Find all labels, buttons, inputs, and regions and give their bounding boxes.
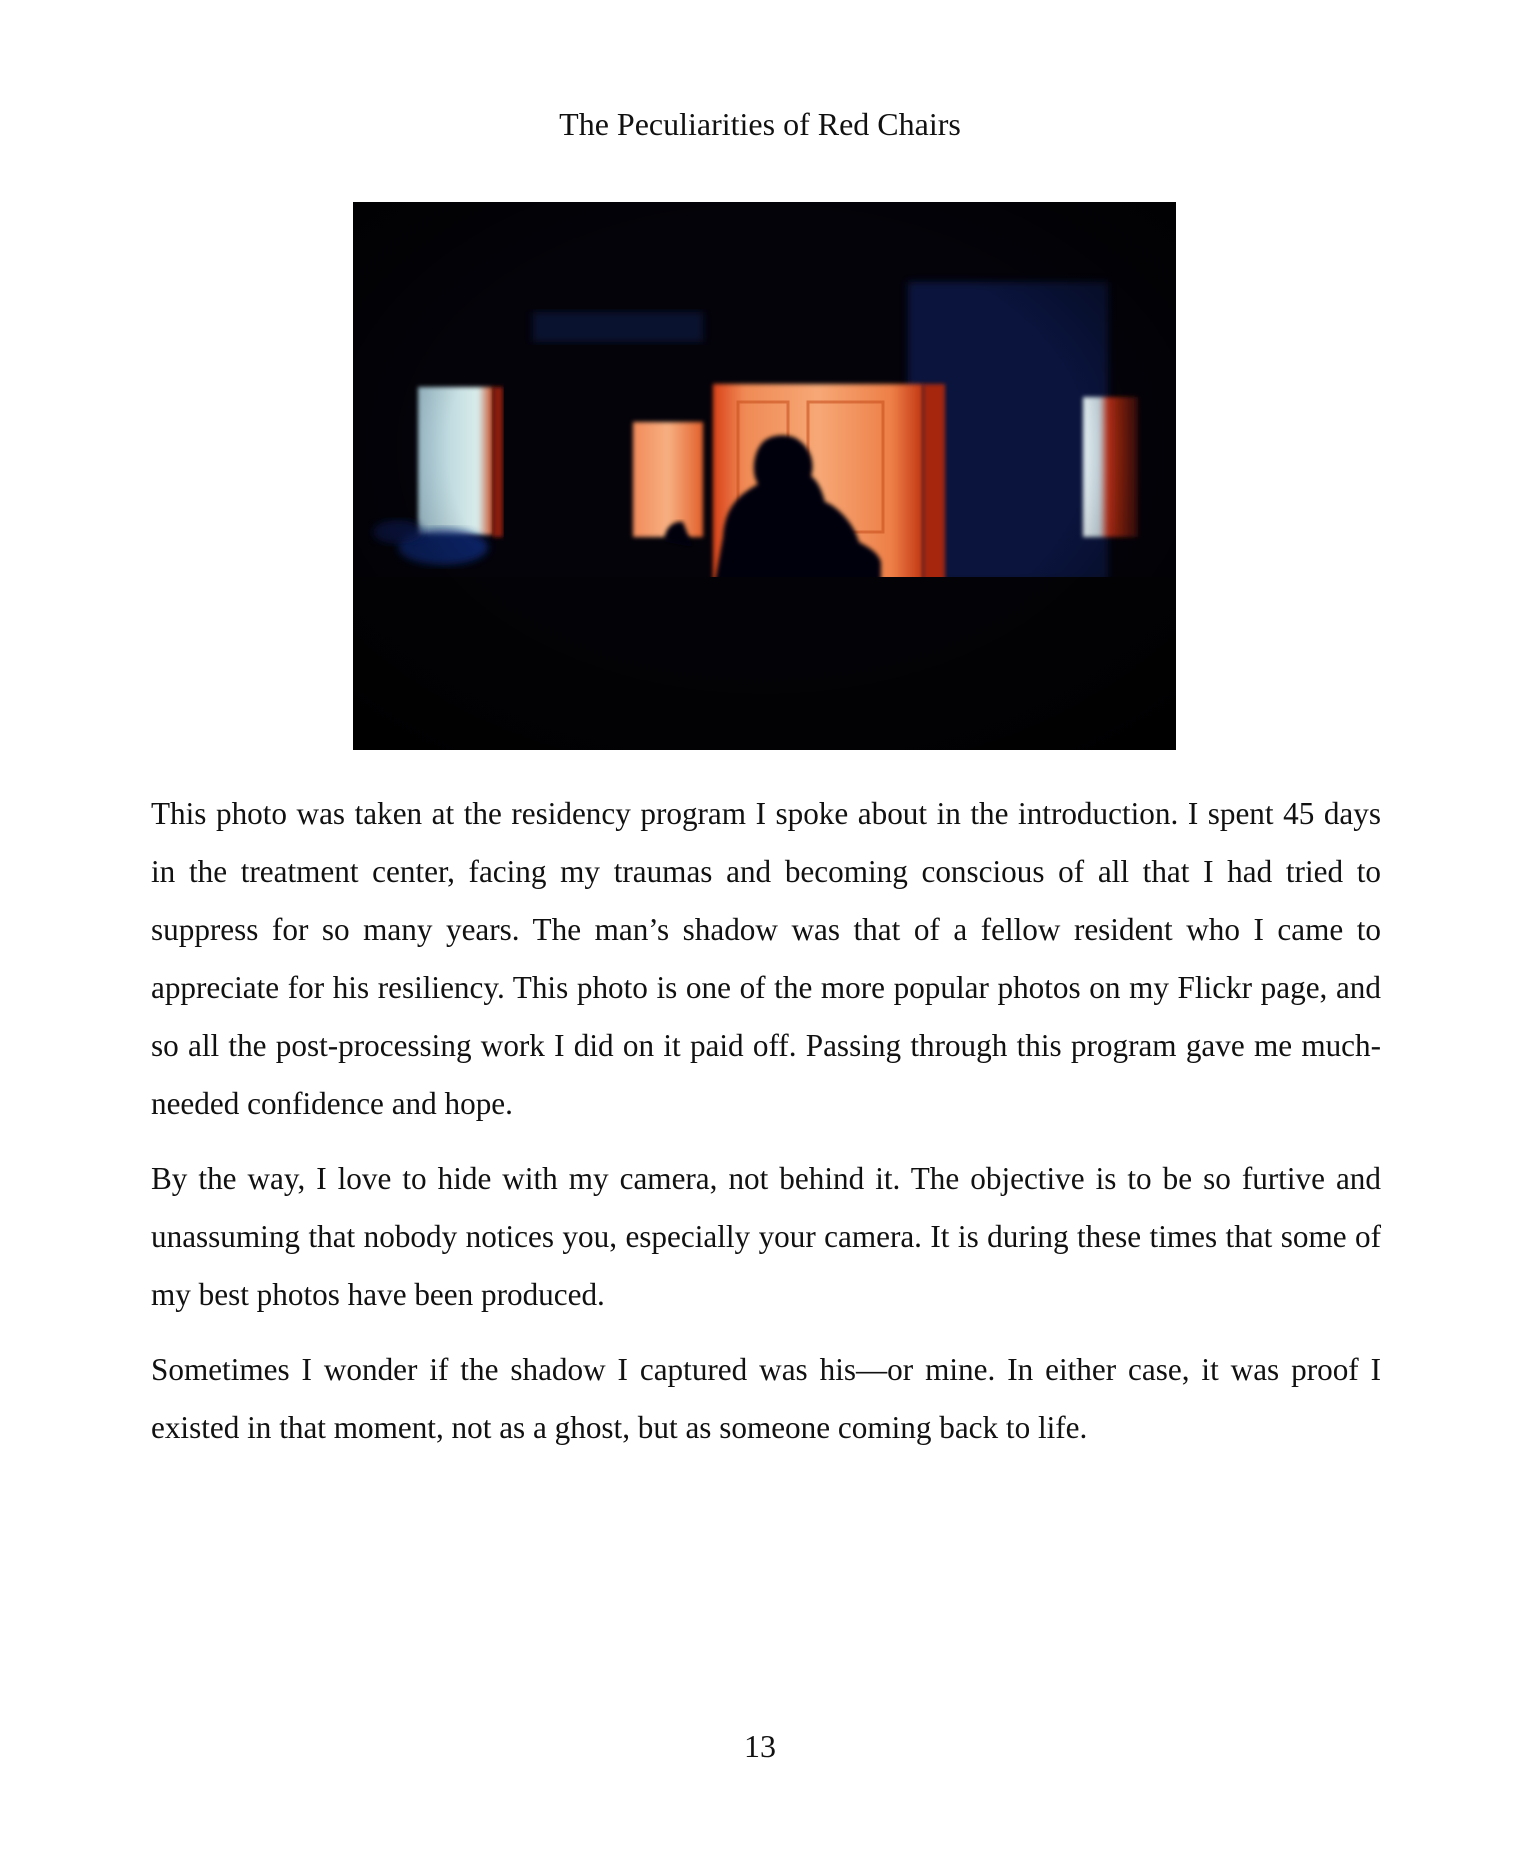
body-paragraph: By the way, I love to hide with my camera, not behind it. The objective is to be so furtive and unassuming that nobody notices you, especially your camera. It is during these times that some of my best photos have been produced.	[151, 1161, 1381, 1312]
page-number: 13	[744, 1728, 776, 1764]
shadow-photo	[353, 202, 1176, 750]
body-paragraph: Sometimes I wonder if the shadow I captured was his—or mine. In either case, it was proof I existed in that moment, not as a ghost, but as someone coming back to life.	[151, 1352, 1381, 1445]
body-paragraph: This photo was taken at the residency program I spoke about in the introduction. I spent 45 days in the treatment center, facing my traumas and becoming conscious of all that I had tried to suppress for so many years. The man’s shadow was that of a fellow resident who I came to appreciate for his resiliency. This photo is one of the more popular photos on my Flickr page, and so all the post-processing work I did on it paid off. Passing through this program gave me much-needed confidence and hope.	[151, 796, 1381, 1121]
shadow-photo-image	[353, 202, 1176, 750]
running-header-title: The Peculiarities of Red Chairs	[559, 106, 961, 142]
body-text	[151, 785, 1381, 1474]
